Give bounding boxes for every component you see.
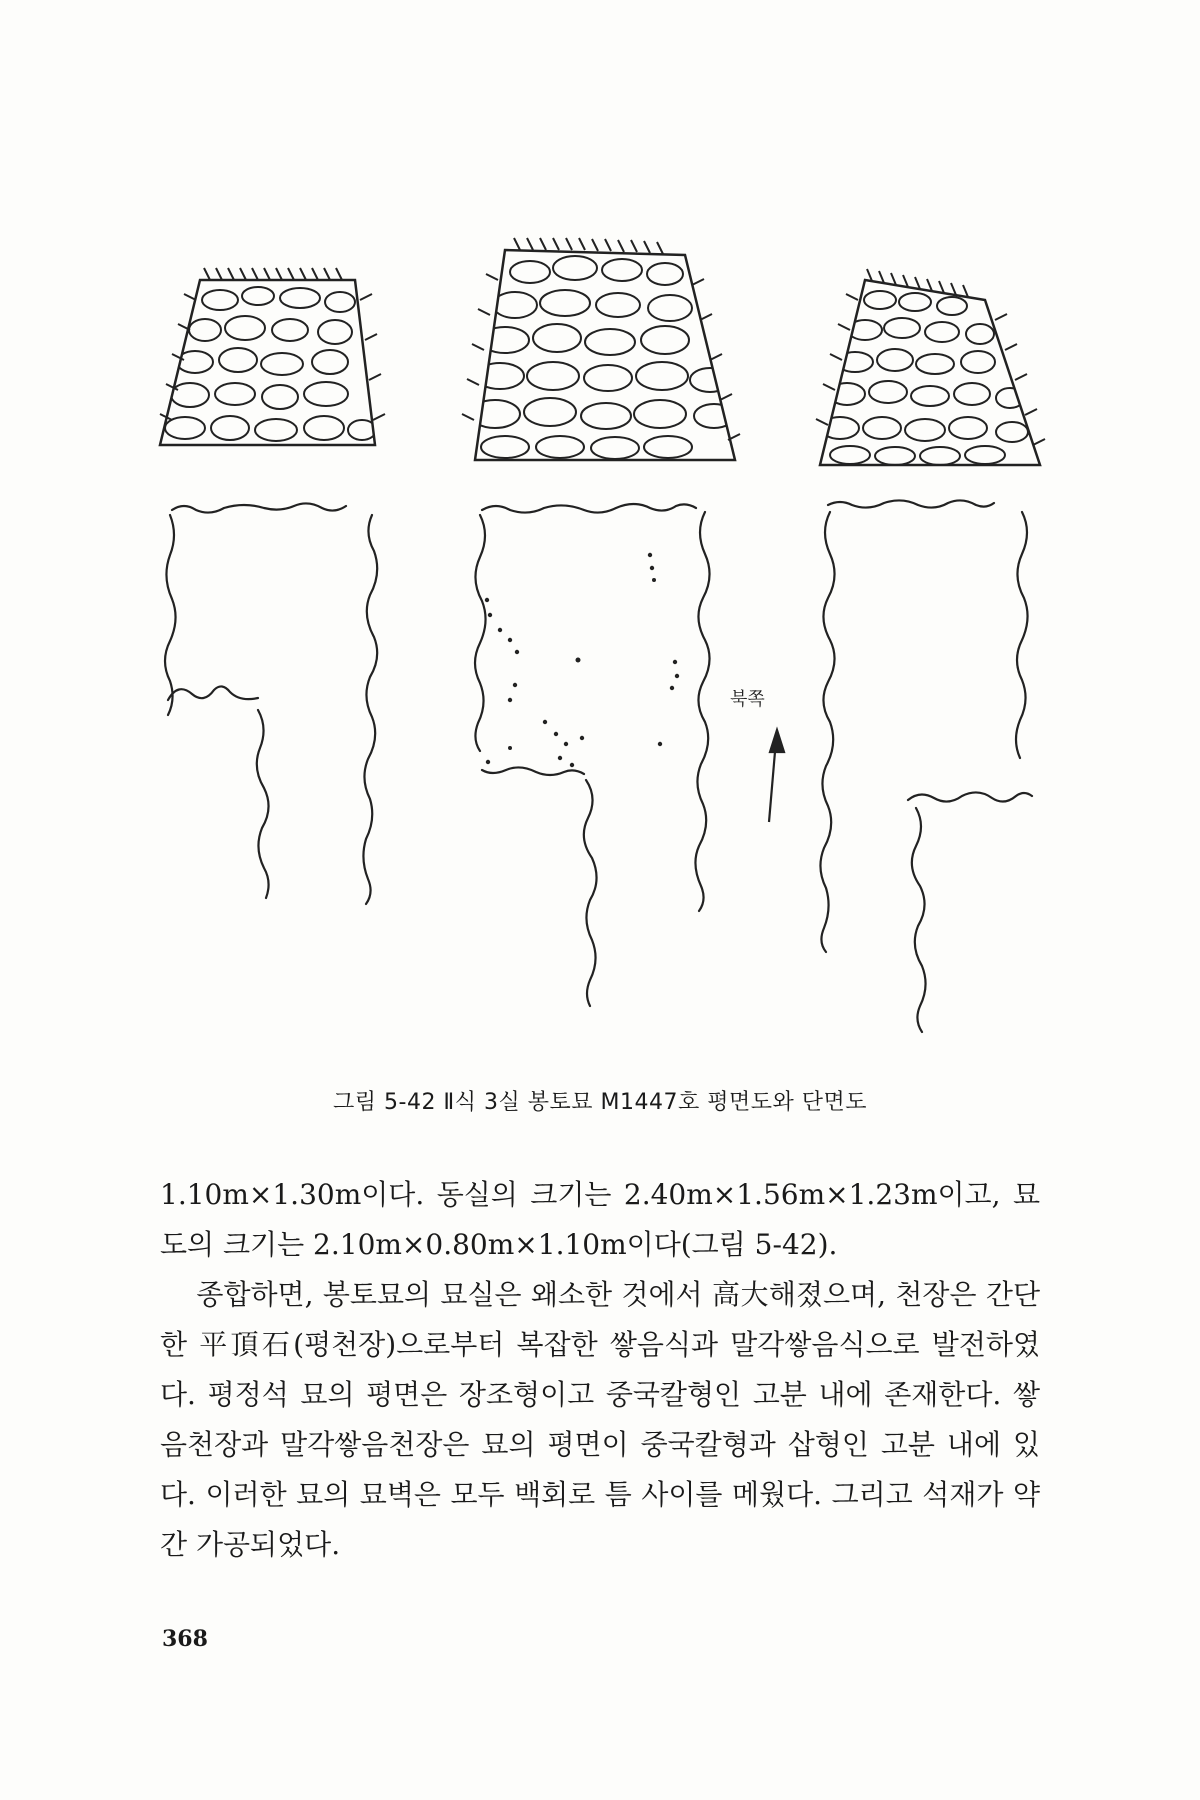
central-chamber-plan bbox=[475, 504, 710, 1006]
north-arrow bbox=[769, 730, 784, 822]
figure-caption: 그림 5-42 Ⅱ식 3실 봉토묘 M1447호 평면도와 단면도 bbox=[333, 1090, 867, 1115]
paragraph-1: 1.10m×1.30m이다. 동실의 크기는 2.40m×1.56m×1.23m이고, 묘도의 크기는 2.10m×0.80m×1.10m이다(그림 5-42). bbox=[160, 1178, 1040, 1261]
east-chamber-section bbox=[816, 269, 1045, 465]
paragraph-2: 종합하면, 봉토묘의 묘실은 왜소한 것에서 高大해졌으며, 천장은 간단한 平頂石(평천장)으로부터 복잡한 쌓음식과 말각쌓음식으로 발전하였다. 평정석 묘의 평면은 장조형이고 중국칼형인 고분 내에 존재한다. 쌓음천장과 말각쌓음천장은 묘의 평면이 중국칼형과 삽형인 고분 내에 있다. 이러한 묘의 묘벽은 모두 백회로 틈 사이를 메웠다. 그리고 석재가 약간 가공되었다. bbox=[160, 1278, 1040, 1561]
north-label: 북쪽 bbox=[730, 689, 765, 710]
body-text bbox=[160, 1170, 1040, 1570]
west-chamber-section bbox=[160, 268, 385, 445]
east-chamber-plan bbox=[820, 500, 1032, 1032]
west-chamber-plan bbox=[165, 503, 377, 904]
page-number: 368 bbox=[162, 1626, 208, 1652]
central-chamber-section bbox=[462, 238, 740, 460]
